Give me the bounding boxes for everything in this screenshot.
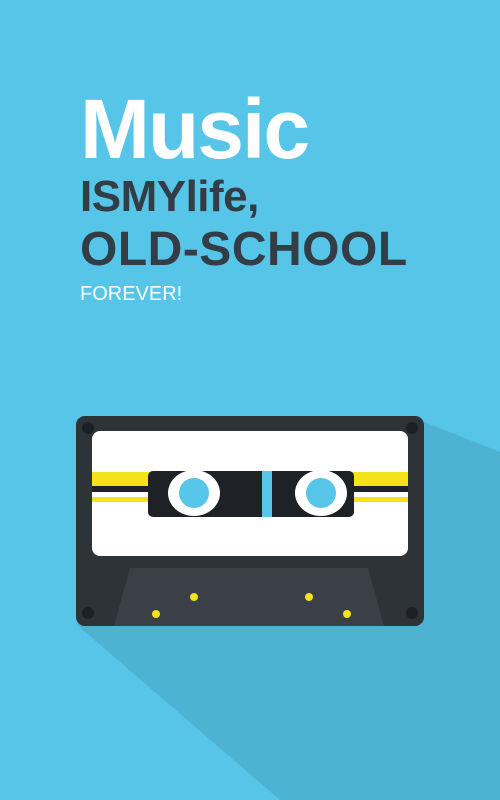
footer-forever: FOREVER! bbox=[80, 283, 183, 305]
headline-music: Music bbox=[80, 82, 309, 176]
subline-old-school: OLD-SCHOOL bbox=[80, 223, 408, 276]
tagline-my: MY bbox=[120, 172, 186, 221]
cassette-tape-illustration bbox=[76, 416, 424, 626]
reel-left-hub bbox=[179, 478, 209, 508]
reel-right-hub bbox=[306, 478, 336, 508]
screw-top-left bbox=[82, 422, 94, 434]
tagline bbox=[80, 172, 490, 222]
tagline-life: life, bbox=[185, 172, 259, 221]
guide-hole-1 bbox=[152, 610, 160, 618]
guide-hole-3 bbox=[305, 593, 313, 601]
screw-bottom-left bbox=[82, 607, 94, 619]
screw-top-right bbox=[406, 422, 418, 434]
tagline-is: IS bbox=[80, 172, 121, 221]
tape-window-gap bbox=[262, 471, 272, 517]
guide-hole-2 bbox=[190, 593, 198, 601]
screw-bottom-right bbox=[406, 607, 418, 619]
guide-hole-4 bbox=[343, 610, 351, 618]
headline-block bbox=[80, 82, 490, 308]
